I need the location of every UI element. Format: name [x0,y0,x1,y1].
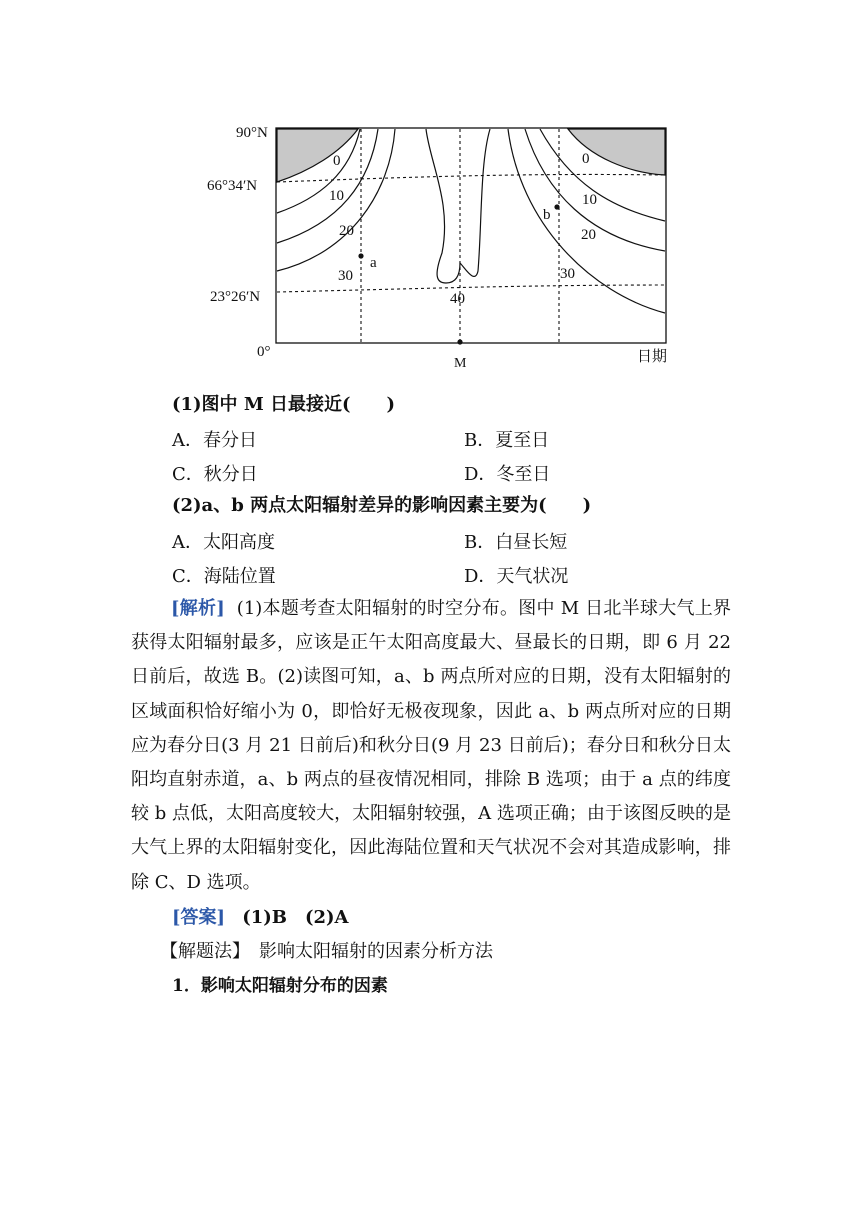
lat-label-66: 66°34′N [207,178,258,194]
q2-stem: (2)a、b 两点太阳辐射差异的影响因素主要为( ) [172,495,592,516]
contour-label-30-right: 30 [560,266,575,282]
isoline-40 [426,129,490,283]
radiation-diagram [190,103,700,380]
contour-label-0-right: 0 [582,151,590,167]
radiation-chart-svg [190,103,700,380]
lat-label-0: 0° [257,344,271,360]
point-label-a: a [370,255,377,271]
point-label-b: b [543,207,551,223]
answer-tag: [答案] [172,907,226,928]
x-label-date: 日期 [637,349,668,365]
lat-label-90: 90°N [236,125,268,141]
analysis-tag: [解析] [171,598,225,619]
point-a [358,253,363,258]
polar-night-left [277,129,358,182]
contour-label-20-right: 20 [581,227,596,243]
method-title: 【解题法】 影响太阳辐射的因素分析方法 [160,941,493,962]
q1-option-d[interactable]: D．冬至日 [464,464,551,485]
q1-stem: (1)图中 M 日最接近( ) [172,394,396,415]
q2-option-a[interactable]: A．太阳高度 [172,532,275,553]
q2-option-c[interactable]: C．海陆位置 [172,566,276,587]
analysis-paragraph [131,592,731,900]
contour-label-0-left: 0 [333,153,341,169]
section1-title: 1．影响太阳辐射分布的因素 [172,976,388,996]
answer-text: (1)B (2)A [242,907,349,928]
contour-label-20-left: 20 [339,223,354,239]
point-m [457,339,462,344]
q2-option-d[interactable]: D．天气状况 [464,566,569,587]
lat-label-23: 23°26′N [210,289,261,305]
contour-label-10-right: 10 [582,192,597,208]
x-label-m: M [454,356,467,371]
q1-option-c[interactable]: C．秋分日 [172,464,258,485]
q1-option-b[interactable]: B．夏至日 [464,430,550,451]
point-b [554,204,559,209]
contour-label-30-left: 30 [338,268,353,284]
contour-label-40: 40 [450,291,465,307]
answer-line [172,903,349,929]
analysis-text: (1)本题考查太阳辐射的时空分布。图中 M 日北半球大气上界获得太阳辐射最多，应该是正午太阳高度最大、昼最长的日期，即 6 月 22 日前后，故选 B。(2)读图可知，a、b 两点所对应的日期，没有太阳辐射的区域面积恰好缩小为 0，即恰好无极夜现象，因此 a、b 两点所对应的日期应为春分日(3 月 21 日前后)和秋分日(9 月 23 日前后)；春分日和秋分日太阳均直射赤道，a、b 两点的昼夜情况相同，排除 B 选项；由于 a 点的纬度较 b 点低，太阳高度较大，太阳辐射较强，A 选项正确；由于该图反映的是大气上界的太阳辐射变化，因此海陆位置和天气状况不会对其造成影响，排除 C、D 选项。 [131,598,731,893]
contour-label-10-left: 10 [329,188,344,204]
q2-option-b[interactable]: B．白昼长短 [464,532,568,553]
q1-option-a[interactable]: A．春分日 [172,430,257,451]
